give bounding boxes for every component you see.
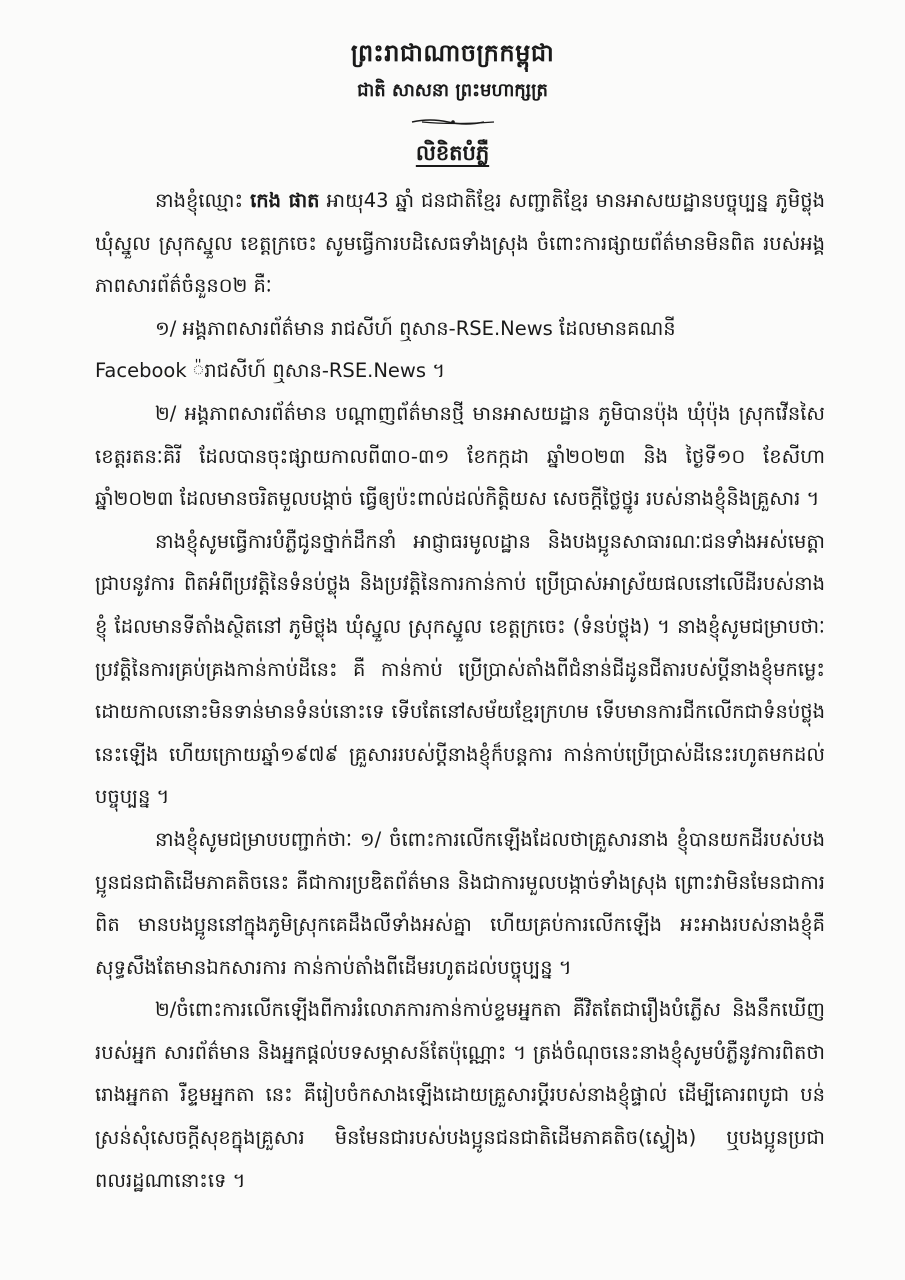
paragraph-clarification-1: នាងខ្ញុំសូមជម្រាបបញ្ជាក់ថាៈ ១/ ចំពោះការលើកឡើងដែលថាគ្រួសារនាង ខ្ញុំបានយកដីរបស់បងប្អូនជនជាតិដើមភាគតិចនេះ គឺជាការប្រឌិតព័ត៌មាន និងជាការមួលបង្កាច់ទាំងស្រុង ព្រោះវាមិនមែនជាការពិត មានបងប្អូននៅក្នុងភូមិស្រុកគេដឹងលឺទាំងអស់គ្នា ហើយគ្រប់ការលើកឡើង អះអាងរបស់នាងខ្ញុំគឺសុទ្ធសឹងតែមានឯកសារការ កាន់កាប់តាំងពីដើមរហូតដល់បច្ចុប្បន្ន ។ — [95, 827, 825, 979]
national-motto: ជាតិ សាសនា ព្រះមហាក្សត្រ — [357, 80, 548, 101]
intro-text: អាយុ43 ឆ្នាំ ជនជាតិខ្មែរ សញ្ជាតិខ្មែរ មានអាសយដ្ឋានបច្ចុប្បន្ន ភូមិថ្លុង ឃុំស្នួល ស្រុកស្នួល ខេត្តក្រចេះ សូមធ្វើការបដិសេធទាំងស្រុង ចំពោះការផ្សាយព័ត៌មានមិនពិត របស់អង្គភាពសារព័ត៌ចំនួន០២ គឺៈ — [95, 189, 825, 298]
document-title: លិខិតបំភ្លឺ — [415, 141, 490, 165]
author-name: កេង ផាត — [250, 189, 320, 212]
paragraph-clarification-2: ២/ចំពោះការលើកឡើងពីការរំលោភការកាន់កាប់ខ្ទមអ្នកតា គឺវិតតែជារឿងបំភ្លើស និងនឹកឃើញរបស់អ្នក សារព័ត៌មាន និងអ្នកផ្តល់បទសម្ភាសន៍តែប៉ុណ្ណោះ ។ ត្រង់ចំណុចនេះនាងខ្ញុំសូមបំភ្លឺនូវការពិតថា រោងអ្នកតា រឺខ្ទមអ្នកតា នេះ គឺរៀបចំកសាងឡើងដោយគ្រួសារប្តីរបស់នាងខ្ញុំផ្ទាល់ ដើម្បីគោរពបូជា បន់ស្រន់សុំសេចក្តីសុខក្នុងគ្រួសារ មិនមែនជារបស់បងប្អូនជនជាតិដើមភាគតិច(ស្ទៀង) ឬបងប្អូនប្រជាពលរដ្ឋណានោះទេ ។ — [95, 998, 825, 1192]
ornament-divider-icon — [0, 116, 905, 128]
paragraph-outlet-1: ១/ អង្គភាពសារព័ត៌មាន រាជសីហ៍ ឮសាន-RSE.News ដែលមានគណនី — [155, 316, 676, 340]
intro-prefix: នាងខ្ញុំឈ្មោះ — [155, 189, 251, 212]
kingdom-heading: ព្រះរាជាណាចក្រកម្ពុជា — [350, 39, 555, 67]
paragraph-history: នាងខ្ញុំសូមធ្វើការបំភ្លឺជូនថ្នាក់ដឹកនាំ អាជ្ញាធរមូលដ្ឋាន និងបងប្អូនសាធារណៈជនទាំងអស់មេត្តាជ្រាបនូវការ ពិតអំពីប្រវត្តិនៃទំនប់ថ្លុង និងប្រវត្តិនៃការកាន់កាប់ ប្រើប្រាស់អាស្រ័យផលនៅលើដីរបស់នាងខ្ញុំ ដែលមានទីតាំងស្ថិតនៅ ភូមិថ្លុង ឃុំស្នួល ស្រុកស្នួល ខេត្តក្រចេះ (ទំនប់ថ្លុង) ។ នាងខ្ញុំសូមជម្រាបថាៈ ប្រវត្តិនៃការគ្រប់គ្រងកាន់កាប់ដីនេះ គឺ កាន់កាប់ ប្រើប្រាស់តាំងពីជំនាន់ជីដូនជីតារបស់ប្តីនាងខ្ញុំមកម្លេះ ដោយកាលនោះមិនទាន់មានទំនប់នោះទេ ទើបតែនៅសម័យខ្មែរក្រហម ទើបមានការជីកលើកជាទំនប់ថ្លុងនេះឡើង ហើយក្រោយឆ្នាំ១៩៧៩ គ្រួសាររបស់ប្តីនាងខ្ញុំក៏បន្តការ កាន់កាប់ប្រើប្រាស់ដីនេះរហូតមកដល់បច្ចុប្បន្ន ។ — [95, 529, 825, 809]
document-body — [95, 180, 825, 1202]
paragraph-outlet-1-account: Facebook ៉រាជសីហ៍ ឮសាន-RSE.News ។ — [95, 359, 446, 383]
paragraph-intro — [95, 180, 825, 308]
paragraph-outlet-2: ២/ អង្គភាពសារព័ត៌មាន បណ្តាញព័ត៌មានថ្មី មានអាសយដ្ឋាន ភូមិបានប៉ុង ឃុំប៉ុង ស្រុកវើនសៃ ខេត្តរតនៈគិរី ដែលបានចុះផ្សាយកាលពី៣០-៣១ ខែកក្កដា ឆ្នាំ២០២៣ និង ថ្ងៃទី១០ ខែសីហា ឆ្នាំ២០២៣ ដែលមានចរិតមួលបង្កាច់ ធ្វើឲ្យប៉ះពាល់ដល់កិត្តិយស សេចក្តីថ្លៃថ្នូរ របស់នាងខ្ញុំនិងគ្រួសារ ។ — [95, 401, 825, 511]
